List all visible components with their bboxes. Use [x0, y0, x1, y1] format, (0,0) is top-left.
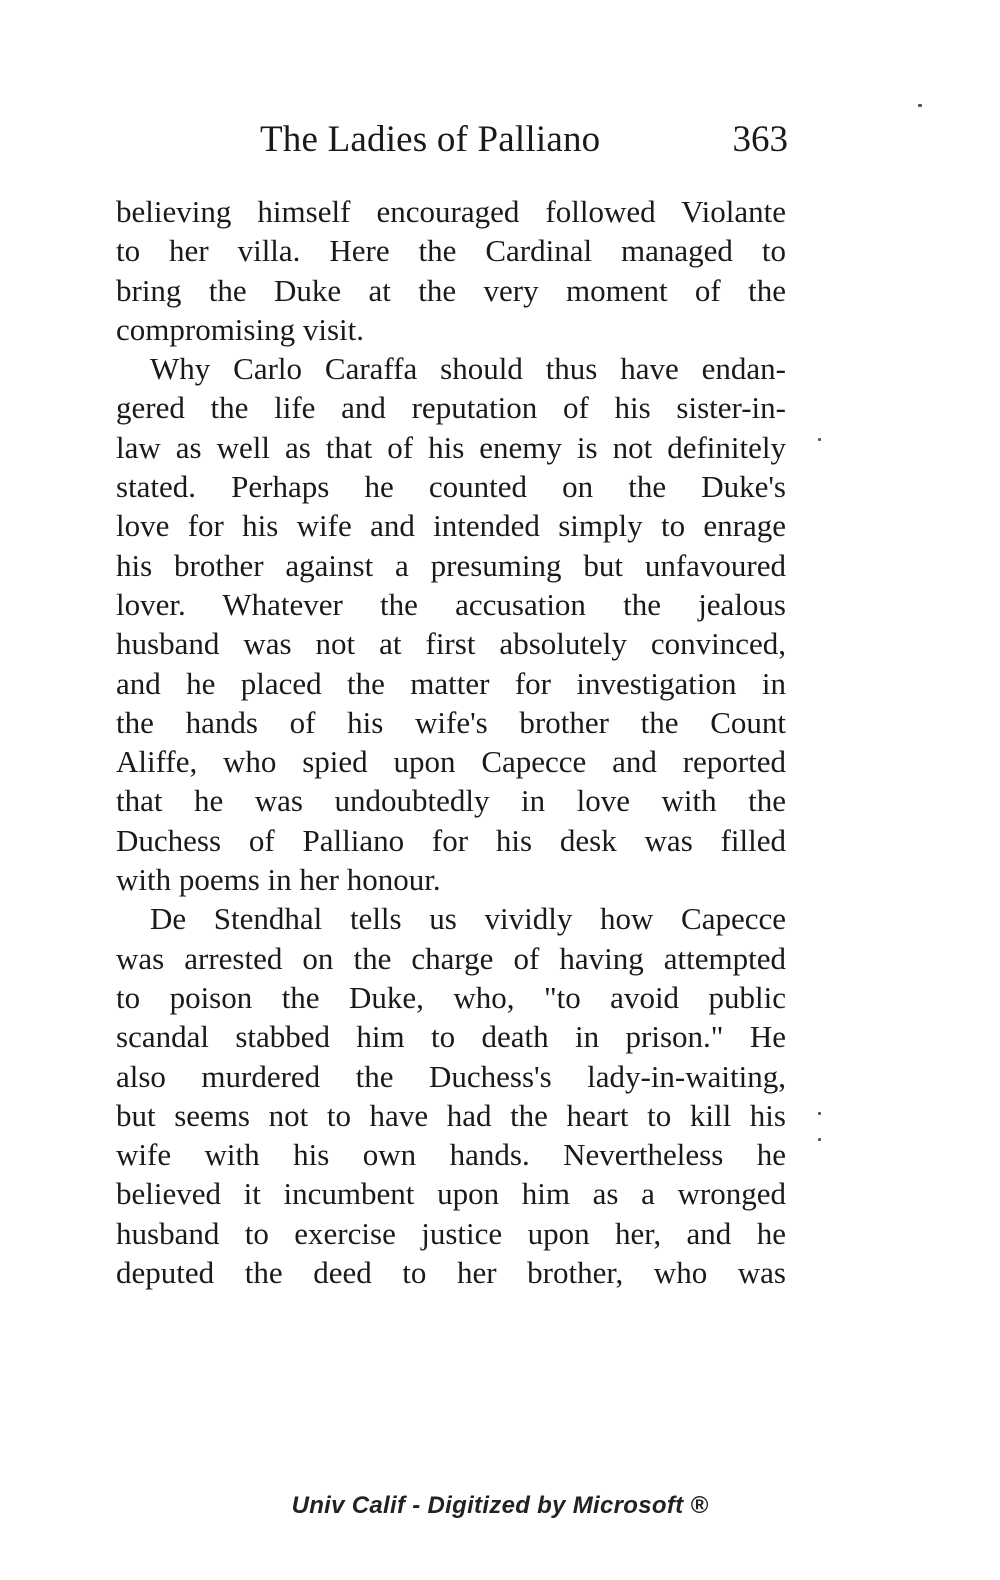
text-line: but seems not to have had the heart to kill his — [116, 1097, 786, 1133]
text-line: stated. Perhaps he counted on the Duke's — [116, 469, 786, 505]
text-line: his brother against a presuming but unfavoured — [116, 547, 786, 583]
running-title: The Ladies of Palliano — [260, 119, 601, 160]
text-line: husband to exercise justice upon her, and he — [116, 1215, 786, 1251]
digitization-watermark: Univ Calif - Digitized by Microsoft ® — [291, 1492, 709, 1519]
text-line: lover. Whatever the accusation the jealous — [116, 586, 786, 622]
text-line: husband was not at first absolutely convinced, — [116, 626, 786, 662]
text-line: scandal stabbed him to death in prison." He — [116, 1019, 786, 1055]
text-line: was arrested on the charge of having attempted — [116, 940, 786, 976]
text-line: Duchess of Palliano for his desk was filled — [116, 822, 786, 858]
text-line: love for his wife and intended simply to enrage — [116, 508, 786, 544]
text-line: law as well as that of his enemy is not definitely — [116, 429, 786, 465]
paragraph-1 — [116, 192, 786, 349]
scan-speck — [818, 438, 821, 441]
text-line: with poems in her honour. — [116, 862, 441, 898]
paragraph-3 — [116, 899, 786, 1292]
text-line: the hands of his wife's brother the Count — [116, 704, 786, 740]
text-line: gered the life and reputation of his sister-in- — [116, 390, 786, 426]
text-line: to poison the Duke, who, "to avoid public — [116, 979, 786, 1015]
text-line: that he was undoubtedly in love with the — [116, 783, 786, 819]
text-line: believed it incumbent upon him as a wronged — [116, 1176, 786, 1212]
body-text — [116, 192, 786, 1292]
text-line: to her villa. Here the Cardinal managed to — [116, 233, 786, 269]
text-line: Aliffe, who spied upon Capecce and reported — [116, 744, 786, 780]
text-line: bring the Duke at the very moment of the — [116, 272, 786, 308]
text-line: and he placed the matter for investigation in — [116, 665, 786, 701]
text-line: wife with his own hands. Nevertheless he — [116, 1137, 786, 1173]
text-line: compromising visit. — [116, 311, 364, 347]
scan-speck — [918, 104, 922, 107]
text-line: De Stendhal tells us vividly how Capecce — [150, 901, 786, 937]
text-line: believing himself encouraged followed Violante — [116, 194, 786, 229]
scan-speck — [818, 1138, 821, 1141]
running-header — [260, 118, 800, 168]
text-line: Why Carlo Caraffa should thus have endan- — [150, 351, 786, 387]
scan-speck — [818, 1112, 821, 1115]
page-number: 363 — [732, 119, 788, 160]
text-line: also murdered the Duchess's lady-in-waiting, — [116, 1058, 786, 1094]
paragraph-2 — [116, 349, 786, 899]
text-line: deputed the deed to her brother, who was — [116, 1255, 786, 1291]
